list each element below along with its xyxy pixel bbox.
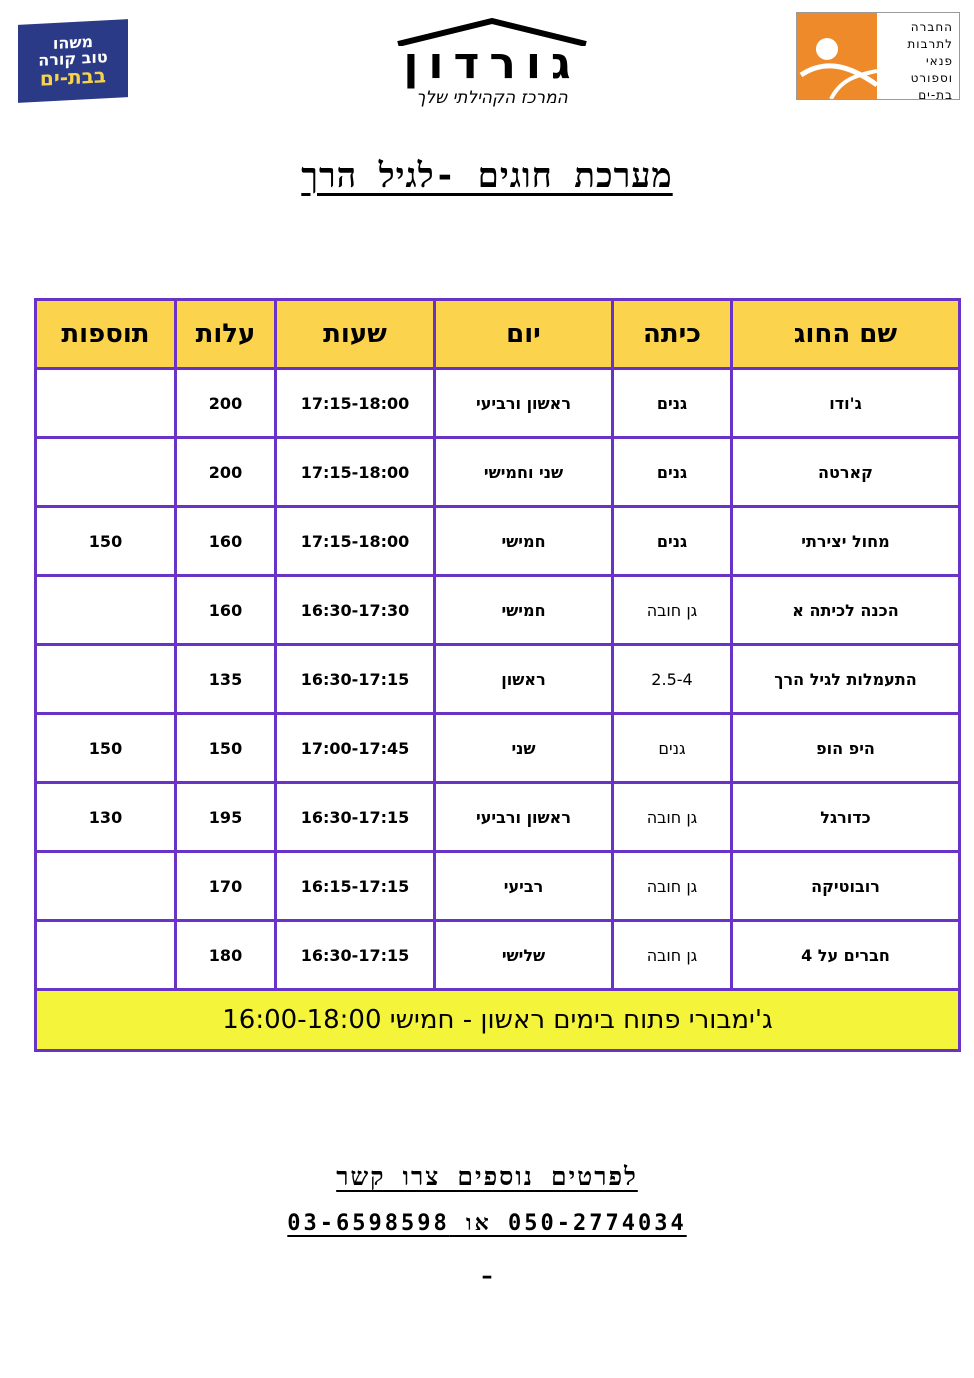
cell-class-name: רובוטיקה	[732, 852, 960, 921]
cell-hours: 16:30-17:15	[276, 783, 435, 852]
cell-extras	[36, 921, 176, 990]
cell-grade: 2.5-4	[613, 645, 732, 714]
cell-extras: 150	[36, 507, 176, 576]
cell-class-name: היפ הופ	[732, 714, 960, 783]
culture-line: בת-ים	[918, 88, 953, 102]
cell-grade: גנים	[613, 714, 732, 783]
cell-hours: 17:15-18:00	[276, 369, 435, 438]
cell-day: ראשון ורביעי	[435, 369, 613, 438]
table-row	[36, 852, 960, 921]
cell-day: ראשון ורביעי	[435, 783, 613, 852]
cell-class-name: התעמלות לגיל הרך	[732, 645, 960, 714]
table-row	[36, 921, 960, 990]
cell-day: רביעי	[435, 852, 613, 921]
culture-line: לתרבות פנאי	[907, 37, 953, 68]
culture-company-logo	[796, 12, 960, 100]
gordon-logo-subtitle: המרכז הקהילתי שלך	[416, 88, 568, 108]
schedule-table	[34, 298, 961, 1052]
table-row	[36, 783, 960, 852]
cell-hours: 16:30-17:15	[276, 921, 435, 990]
table-row	[36, 645, 960, 714]
cell-day: ראשון	[435, 645, 613, 714]
cell-day: שני וחמישי	[435, 438, 613, 507]
cell-extras	[36, 852, 176, 921]
table-row	[36, 714, 960, 783]
header-class-name: שם החוג	[732, 300, 960, 369]
cell-cost: 160	[176, 576, 276, 645]
cell-class-name: חברים על 4	[732, 921, 960, 990]
logo-left-line3: בבת-ים	[39, 63, 107, 91]
culture-line: החברה	[910, 20, 953, 34]
header-cost: עלות	[176, 300, 276, 369]
contact-phones: 050-2774034 או 03-6598598	[287, 1211, 687, 1236]
cell-grade: גנים	[613, 438, 732, 507]
swoosh-icon	[797, 13, 877, 99]
cell-class-name: ג'ודו	[732, 369, 960, 438]
gordon-logo	[372, 14, 612, 106]
culture-company-text	[877, 13, 959, 102]
cell-day: שני	[435, 714, 613, 783]
logo-left-line2: טוב קורה	[38, 47, 108, 70]
cell-grade: גן חובה	[613, 852, 732, 921]
cell-cost: 135	[176, 645, 276, 714]
cell-hours: 17:00-17:45	[276, 714, 435, 783]
cell-extras: 150	[36, 714, 176, 783]
cell-extras	[36, 645, 176, 714]
culture-line: וספורט	[910, 71, 953, 85]
header-hours: שעות	[276, 300, 435, 369]
cell-cost: 180	[176, 921, 276, 990]
header-day: יום	[435, 300, 613, 369]
cell-hours: 17:15-18:00	[276, 507, 435, 576]
cell-cost: 160	[176, 507, 276, 576]
cell-hours: 16:15-17:15	[276, 852, 435, 921]
header-grade: כיתה	[613, 300, 732, 369]
logo-left-line1: משהו	[52, 31, 94, 54]
table-row	[36, 507, 960, 576]
cell-class-name: קארטה	[732, 438, 960, 507]
table-row	[36, 438, 960, 507]
table-row	[36, 576, 960, 645]
cell-hours: 16:30-17:30	[276, 576, 435, 645]
table-header-row	[36, 300, 960, 369]
cell-extras: 130	[36, 783, 176, 852]
cell-day: שלישי	[435, 921, 613, 990]
cell-cost: 170	[176, 852, 276, 921]
cell-grade: גן חובה	[613, 783, 732, 852]
gymboree-banner: ג'ימבורי פתוח בימים ראשון - חמישי 16:00-18:00	[36, 990, 960, 1051]
cell-extras	[36, 438, 176, 507]
table-row	[36, 369, 960, 438]
gymboree-banner-row	[36, 990, 960, 1051]
bat-yam-logo	[18, 19, 128, 103]
cell-grade: גן חובה	[613, 921, 732, 990]
cell-grade: גנים	[613, 507, 732, 576]
cell-day: חמישי	[435, 507, 613, 576]
cell-class-name: מחול יצירתי	[732, 507, 960, 576]
cell-hours: 16:30-17:15	[276, 645, 435, 714]
cell-cost: 195	[176, 783, 276, 852]
cell-cost: 200	[176, 369, 276, 438]
page-title: מערכת חוגים -לגיל הרך	[301, 156, 673, 196]
cell-class-name: כדורגל	[732, 783, 960, 852]
gordon-logo-name: גורדון	[403, 38, 581, 89]
contact-title: לפרטים נוספים צרו קשר	[336, 1162, 638, 1191]
cell-grade: גן חובה	[613, 576, 732, 645]
cell-grade: גנים	[613, 369, 732, 438]
cell-extras	[36, 369, 176, 438]
cell-hours: 17:15-18:00	[276, 438, 435, 507]
cell-cost: 150	[176, 714, 276, 783]
header-extras: תוספות	[36, 300, 176, 369]
cell-day: חמישי	[435, 576, 613, 645]
cell-cost: 200	[176, 438, 276, 507]
footer-dash: –	[481, 1264, 493, 1289]
cell-class-name: הכנה לכיתה א	[732, 576, 960, 645]
cell-extras	[36, 576, 176, 645]
